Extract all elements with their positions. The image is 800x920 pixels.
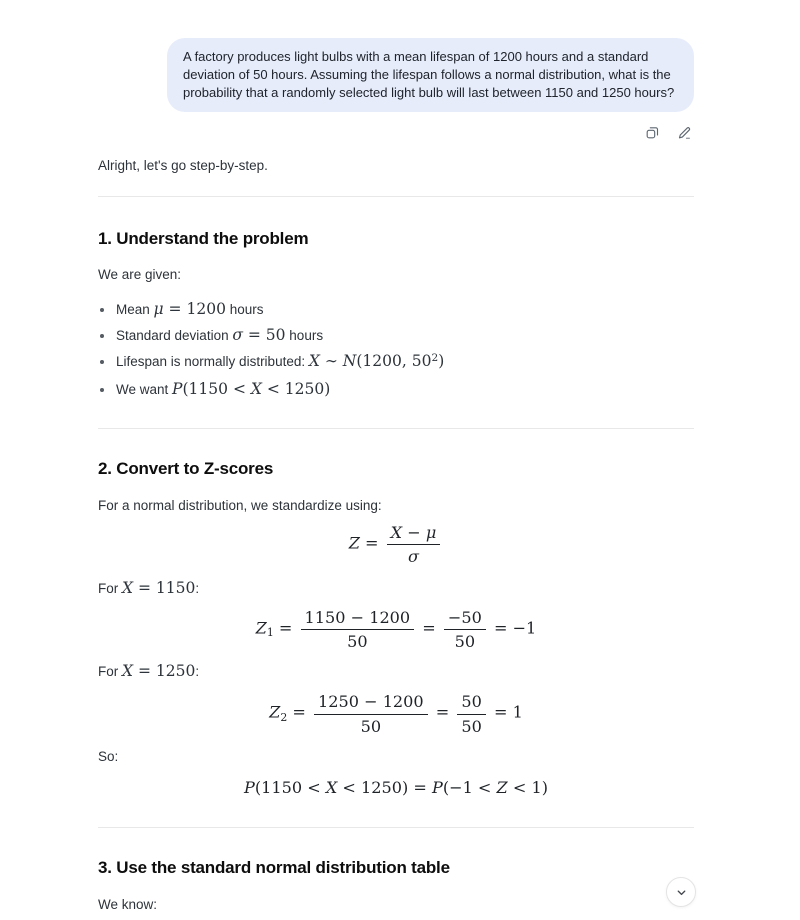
divider <box>98 827 694 828</box>
list-item <box>98 352 694 373</box>
chevron-down-icon <box>675 886 688 899</box>
bullet-dot <box>100 388 104 392</box>
bullet-text-stddev: Standard deviation σ = 50 hours <box>116 326 324 344</box>
edit-button[interactable] <box>676 124 692 140</box>
for-x-1250-paragraph: For X = 1250: <box>98 662 200 681</box>
user-message-text: A factory produces light bulbs with a mean lifespan of 1200 hours and a standard deviation of 50 hours. Assuming the lifespan follows a normal distribution, what is the probability that a randomly selected light bulb will last between 1150 and 1250 hours? <box>183 49 675 100</box>
display-math-z1: $Z_1$ = $\frac{1150 - 1200}{50}$ = $\frac{-50}{50}$ = −1 <box>255 607 537 651</box>
copy-icon <box>645 125 660 140</box>
list-item <box>98 300 694 319</box>
message-actions <box>98 124 694 140</box>
bullet-dot <box>100 334 104 338</box>
bullet-text-want: We want P(1150 < X < 1250) <box>116 380 331 398</box>
scroll-to-bottom-button[interactable] <box>666 877 696 907</box>
bullet-dot <box>100 308 104 312</box>
so-paragraph: So: <box>98 748 119 764</box>
assistant-message <box>98 156 694 914</box>
divider <box>98 196 694 197</box>
user-message-bubble <box>167 38 694 112</box>
bullet-text-distribution: Lifespan is normally distributed: X ∼ N(1200, $50^2$) <box>116 352 445 370</box>
display-math-z2: $Z_2$ = $\frac{1250 - 1200}{50}$ = $\frac{50}{50}$ = 1 <box>269 692 523 736</box>
section-heading-3: 3. Use the standard normal distribution table <box>98 857 450 877</box>
intro-paragraph: Alright, let's go step-by-step. <box>98 158 268 173</box>
section-heading-2: 2. Convert to Z-scores <box>98 459 274 478</box>
list-item <box>98 326 694 345</box>
copy-button[interactable] <box>644 124 660 140</box>
display-math-p-identity: P(1150 < X < 1250) = P(−1 < Z < 1) <box>244 777 548 797</box>
section-3-lead: We know: <box>98 896 158 912</box>
bullet-dot <box>100 360 104 364</box>
divider <box>98 428 694 429</box>
givens-bullet-list <box>98 300 694 399</box>
display-math-standardize: Z = $\frac{X - \mu}{\sigma}$ <box>98 523 694 567</box>
list-item <box>98 380 694 399</box>
for-x-1150-paragraph: For X = 1150: <box>98 578 200 597</box>
bullet-text-mean: Mean μ = 1200 hours <box>116 300 264 318</box>
section-2-lead: For a normal distribution, we standardize using: <box>98 498 382 513</box>
edit-pencil-icon <box>677 125 692 140</box>
section-1-lead: We are given: <box>98 267 182 282</box>
section-heading-1: 1. Understand the problem <box>98 229 309 248</box>
